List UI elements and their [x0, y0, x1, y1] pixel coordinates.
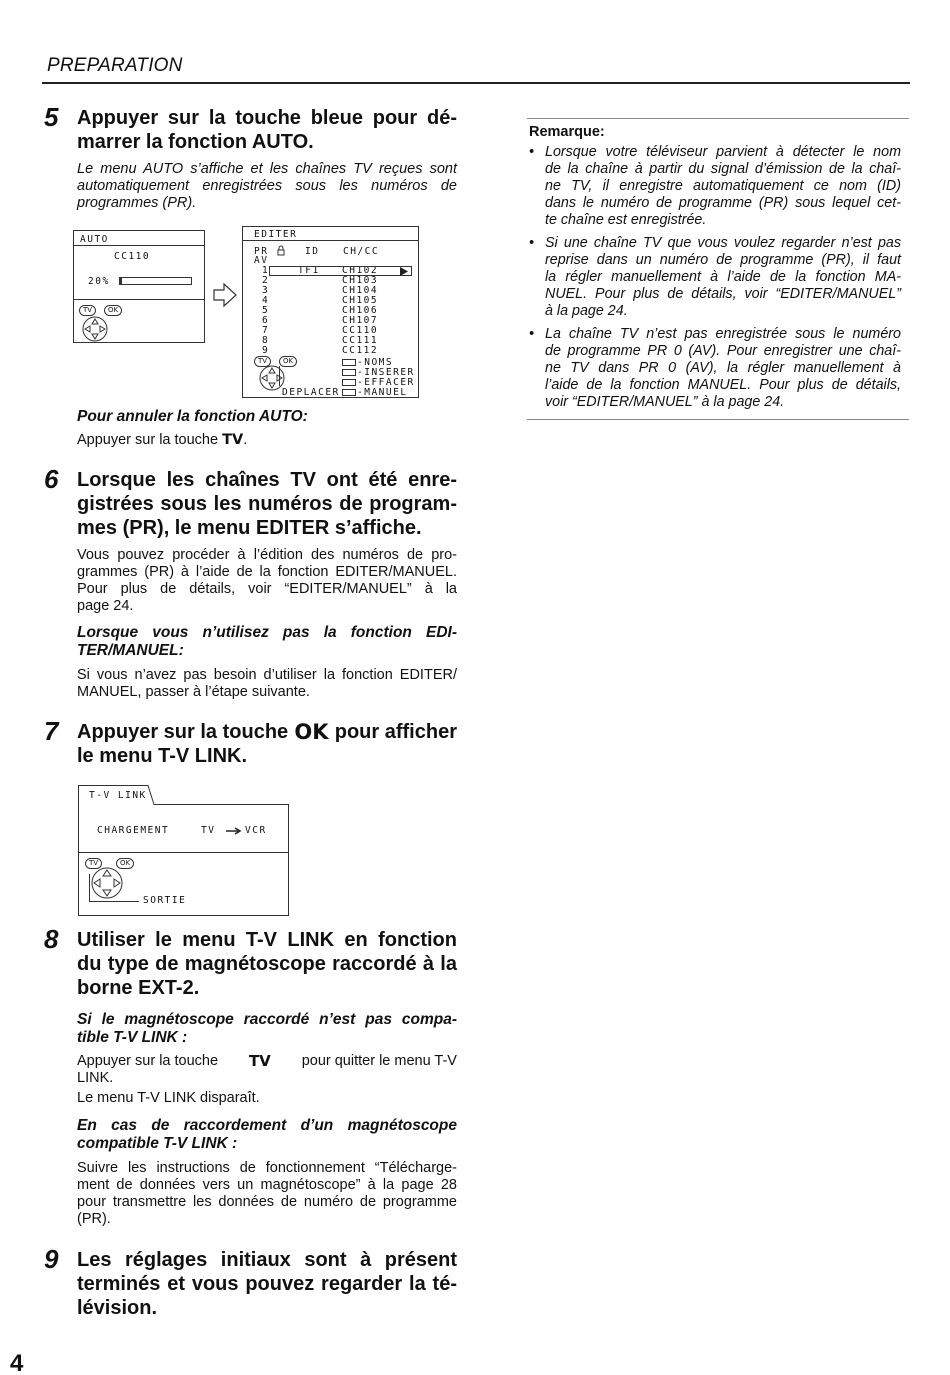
row-ch: CH107: [342, 315, 379, 326]
color-key-swatch: [342, 389, 356, 396]
editer-menu-screen: [242, 226, 419, 398]
step-number-5: 5: [44, 102, 59, 132]
navigation-pad-icon: [91, 867, 123, 899]
exit-bracket-base: [89, 901, 139, 902]
ok-button-icon: OK: [279, 356, 297, 367]
row-pr: 4: [262, 295, 270, 306]
arrow-right-icon: [226, 827, 242, 835]
ok-button-icon: OK: [116, 858, 134, 869]
tvlink-from: TV: [201, 825, 216, 836]
move-label: DEPLACER: [282, 387, 340, 398]
note-line: de programme PR 0 (AV). Pour enregistrer une chaî-: [545, 343, 901, 359]
editer-row: [254, 256, 419, 266]
col-id: ID: [305, 246, 320, 257]
step-6-paragraph-2: Si vous n’avez pas besoin d’utiliser la fonction EDITER/ MANUEL, passer à l’étape suivante.: [77, 667, 457, 700]
note-line: Lorsque votre téléviseur parvient à détecter le nom: [545, 144, 901, 160]
color-key-swatch: [342, 369, 356, 376]
row-ch: CH106: [342, 305, 379, 316]
note-top-rule: [527, 118, 909, 119]
note-line: la régler manuellement à l’aide de la fonction MA-: [545, 269, 901, 285]
note-line: l’aide de la fonction MANUEL. Pour plus de détails,: [545, 377, 901, 393]
remarque-bullet-1: • Lorsque votre téléviseur parvient à détecter le nom de la chaîne à partir du signal d’émission de la chaî- ne TV, il enregistre automatiquement ce nom (ID) dans le numéro de programme (PR) sous lequel cet- te chaîne est enregistrée.: [529, 144, 901, 228]
row-ch: CH102: [342, 265, 379, 276]
tv-button-icon: TV: [79, 305, 96, 316]
step-6-paragraph: Vous pouvez procéder à l’édition des numéros de pro- grammes (PR) à l’aide de la fonction EDITER/MANUEL. Pour plus de détails, voir “EDITER/MANUEL” à la page 24.: [77, 547, 457, 614]
note-line: La chaîne TV n’est pas enregistrée sous le numéro: [545, 326, 901, 342]
col-pr: PR: [254, 246, 269, 257]
step-9-title: Les réglages initiaux sont à présent terminés et vous pouvez regarder la té- lévision.: [77, 1249, 457, 1319]
step-8-subheading-2: En cas de raccordement d’un magnétoscope compatible T-V LINK :: [77, 1117, 457, 1152]
editer-row: [254, 286, 419, 296]
step-8-subheading-1: Si le magnétoscope raccordé n’est pas compa- tible T-V LINK :: [77, 1011, 457, 1046]
legend-label: -MANUEL: [357, 386, 408, 398]
editer-row: [254, 346, 419, 356]
row-pr: 8: [262, 335, 270, 346]
note-line: voir “EDITER/MANUEL” à la page 24.: [545, 394, 785, 410]
row-ch: CH103: [342, 275, 379, 286]
color-key-swatch: [342, 359, 356, 366]
cancel-auto-heading: Pour annuler la fonction AUTO:: [77, 408, 308, 425]
play-arrow-icon: [400, 267, 408, 276]
tvlink-charge-label: CHARGEMENT: [97, 825, 170, 836]
auto-progress-bar: [119, 277, 192, 285]
ok-key: OK: [294, 720, 329, 744]
row-pr: 6: [262, 315, 270, 326]
row-ch: CH104: [342, 285, 379, 296]
tv-key: TV: [222, 432, 244, 448]
row-pr: 5: [262, 305, 270, 316]
remarque-bullet-3: • La chaîne TV n’est pas enregistrée sous le numéro de programme PR 0 (AV). Pour enregistrer une chaî- ne TV dans PR 0 (AV), la régler manuellement à l’aide de la fonction MANUEL. Pour plus de détails, voir “EDITER/MANUEL” à la page 24.: [529, 326, 901, 410]
row-ch: CH105: [342, 295, 379, 306]
step-8-paragraph-2: Suivre les instructions de fonctionnement “Télécharge- ment de données vers un magnétoscope” à la page 28 pour transmettre les données de numéro de programme (PR).: [77, 1160, 457, 1227]
legend-label: -EFFACER: [357, 376, 415, 388]
auto-bottom-divider: [74, 299, 204, 300]
note-line: ne TV dans PR 0 (AV), la régler manuellement à: [545, 360, 901, 376]
col-ch: CH/CC: [343, 246, 380, 257]
editer-title-divider: [243, 240, 418, 241]
row-ch: CC112: [342, 345, 379, 356]
auto-channel: CC110: [114, 251, 151, 262]
step-number-8: 8: [44, 924, 59, 954]
editer-row: [254, 276, 419, 286]
editer-row: [254, 296, 419, 306]
note-line: te chaîne est enregistrée.: [545, 212, 707, 228]
editer-menu-title: EDITER: [254, 229, 298, 240]
tvlink-menu-screen: [78, 785, 289, 916]
row-pr: 3: [262, 285, 270, 296]
tv-button-icon: TV: [254, 356, 271, 367]
row-pr: 1: [262, 265, 270, 276]
tvlink-exit-label: SORTIE: [143, 895, 187, 906]
legend-item: [342, 367, 415, 377]
auto-percent: 20%: [88, 276, 110, 287]
step-5-description: Le menu AUTO s’affiche et les chaînes TV reçues sont automatiquement enregistrées sous les numéros de programmes (PR).: [77, 161, 457, 211]
legend-label: -INSERER: [357, 366, 415, 378]
ok-button-icon: OK: [104, 305, 122, 316]
editer-row: [254, 306, 419, 316]
tvlink-menu-title: T-V LINK: [89, 790, 147, 801]
step-number-9: 9: [44, 1244, 59, 1274]
auto-progress-fill: [120, 278, 122, 284]
row-id: TF1: [298, 265, 320, 276]
section-title: PREPARATION: [47, 55, 183, 76]
row-pr: 2: [262, 275, 270, 286]
editer-legend: [342, 357, 415, 397]
page-number: 4: [10, 1350, 24, 1375]
row-pr: 9: [262, 345, 270, 356]
tvlink-to: VCR: [245, 825, 267, 836]
color-key-swatch: [342, 379, 356, 386]
remarque-title: Remarque:: [529, 124, 605, 140]
note-line: reprise dans un numéro de programme (PR), il faut: [545, 252, 901, 268]
row-ch: CC111: [342, 335, 379, 346]
selected-row-highlight: [269, 266, 412, 276]
legend-item: [342, 377, 415, 387]
lock-icon: [277, 245, 285, 256]
note-line: à la page 24.: [545, 303, 628, 319]
navigation-pad-icon: [82, 316, 108, 342]
step-8-paragraph-1: Appuyer sur la touche TV pour quitter le menu T-V LINK. Le menu T-V LINK disparaît.: [77, 1052, 457, 1106]
step-6-subheading: Lorsque vous n’utilisez pas la fonction EDI- TER/MANUEL:: [77, 624, 457, 659]
editer-row: [254, 316, 419, 326]
step-number-7: 7: [44, 716, 59, 746]
editer-row: [254, 326, 419, 336]
auto-menu-screen: [73, 230, 205, 343]
step-8-title: Utiliser le menu T-V LINK en fonction du type de magnétoscope raccordé à la borne EXT-2.: [77, 929, 457, 999]
tvlink-divider: [78, 852, 289, 853]
auto-title-divider: [74, 245, 204, 246]
editer-row: [254, 336, 419, 346]
row-pr: 7: [262, 325, 270, 336]
tv-button-icon: TV: [85, 858, 102, 869]
row-pr: AV: [254, 255, 269, 266]
note-line: ne TV, il enregistre automatiquement ce nom (ID): [545, 178, 901, 194]
note-line: dans le numéro de programme (PR) sous lequel cet-: [545, 195, 901, 211]
note-bottom-rule: [527, 419, 909, 420]
step-5-title: Appuyer sur la touche bleue pour dé- marrer la fonction AUTO.: [77, 107, 457, 153]
note-line: de la chaîne à partir du signal d’émission de la chaî-: [545, 161, 901, 177]
auto-menu-title: AUTO: [80, 234, 109, 245]
remarque-bullet-2: • Si une chaîne TV que vous voulez regarder n’est pas reprise dans un numéro de programme (PR), il faut la régler manuellement à l’aide de la fonction MA- NUEL. Pour plus de détails, voir “EDITER/MANUEL” à la page 24.: [529, 235, 901, 319]
step-7-title: Appuyer sur la touche OK pour afficher le menu T-V LINK.: [77, 720, 457, 767]
move-bracket-line: [279, 366, 280, 386]
exit-bracket-line: [89, 874, 90, 901]
tv-key: TV: [248, 1052, 271, 1070]
header-rule: [42, 82, 910, 84]
note-line: Si une chaîne TV que vous voulez regarder n’est pas: [545, 235, 901, 251]
legend-item: [342, 357, 415, 367]
legend-item: [342, 387, 415, 397]
step-6-title: Lorsque les chaînes TV ont été enre- gistrées sous les numéros de program- mes (PR), le menu EDITER s’affiche.: [77, 469, 457, 539]
remarque-note: [529, 124, 901, 411]
arrow-right-icon: [212, 281, 238, 309]
row-ch: CC110: [342, 325, 379, 336]
legend-label: -NOMS: [357, 356, 394, 368]
note-line: NUEL. Pour plus de détails, voir “EDITER/MANUEL”: [545, 286, 901, 302]
step-number-6: 6: [44, 464, 59, 494]
cancel-auto-text: Appuyer sur la touche TV.: [77, 432, 248, 448]
